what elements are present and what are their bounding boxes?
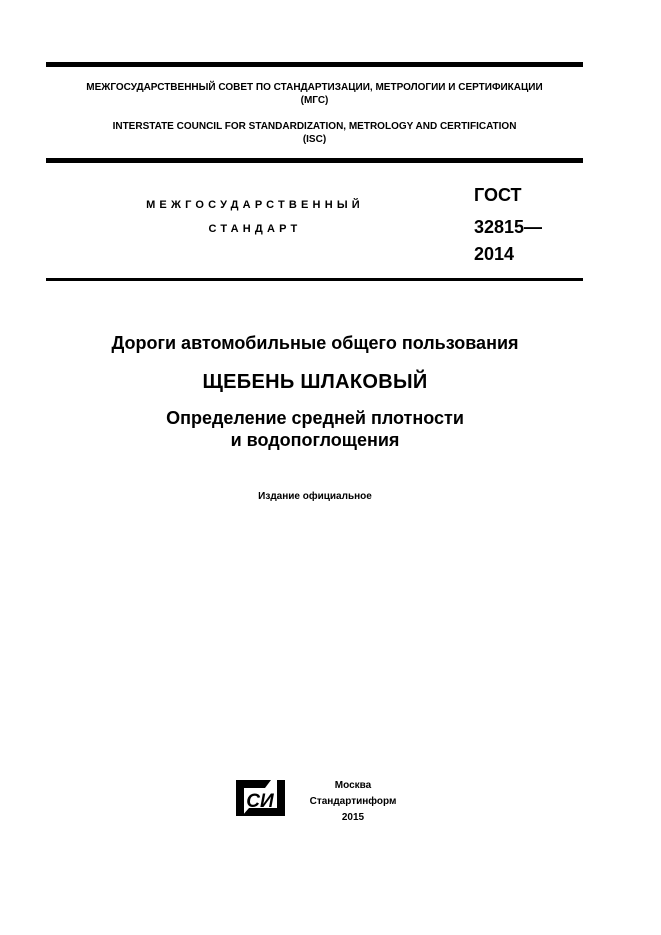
- document-title-line1: Дороги автомобильные общего пользования: [111, 333, 519, 353]
- publication-year: 2015: [341, 812, 365, 823]
- standard-code-year: 2014: [474, 244, 515, 264]
- publisher-city: Москва: [334, 780, 372, 791]
- council-abbr-en: (ISC): [302, 134, 327, 145]
- bottom-rule: [46, 278, 583, 281]
- document-title-line2: ЩЕБЕНЬ ШЛАКОВЫЙ: [202, 371, 428, 393]
- standard-code-prefix: ГОСТ: [474, 185, 522, 205]
- standard-type-line1: МЕЖГОСУДАРСТВЕННЫЙ: [146, 199, 364, 211]
- council-name-ru: МЕЖГОСУДАРСТВЕННЫЙ СОВЕТ ПО СТАНДАРТИЗАЦИИ, МЕТРОЛОГИИ И СЕРТИФИКАЦИИ: [86, 82, 543, 93]
- standartinform-logo-icon: [233, 777, 287, 819]
- document-title-line3: Определение средней плотности: [166, 408, 464, 428]
- top-rule: [46, 62, 583, 67]
- svg-text:СИ: СИ: [246, 791, 274, 812]
- standard-code-number: 32815—: [474, 217, 543, 237]
- council-name-en: INTERSTATE COUNCIL FOR STANDARDIZATION, METROLOGY AND CERTIFICATION: [112, 121, 517, 132]
- publisher-name: Стандартинформ: [309, 796, 397, 807]
- middle-rule: [46, 158, 583, 163]
- edition-label: Издание официальное: [258, 491, 372, 502]
- document-title-line4: и водопоглощения: [230, 430, 400, 450]
- standard-type-line2: СТАНДАРТ: [208, 223, 302, 235]
- council-abbr-ru: (МГС): [300, 95, 329, 106]
